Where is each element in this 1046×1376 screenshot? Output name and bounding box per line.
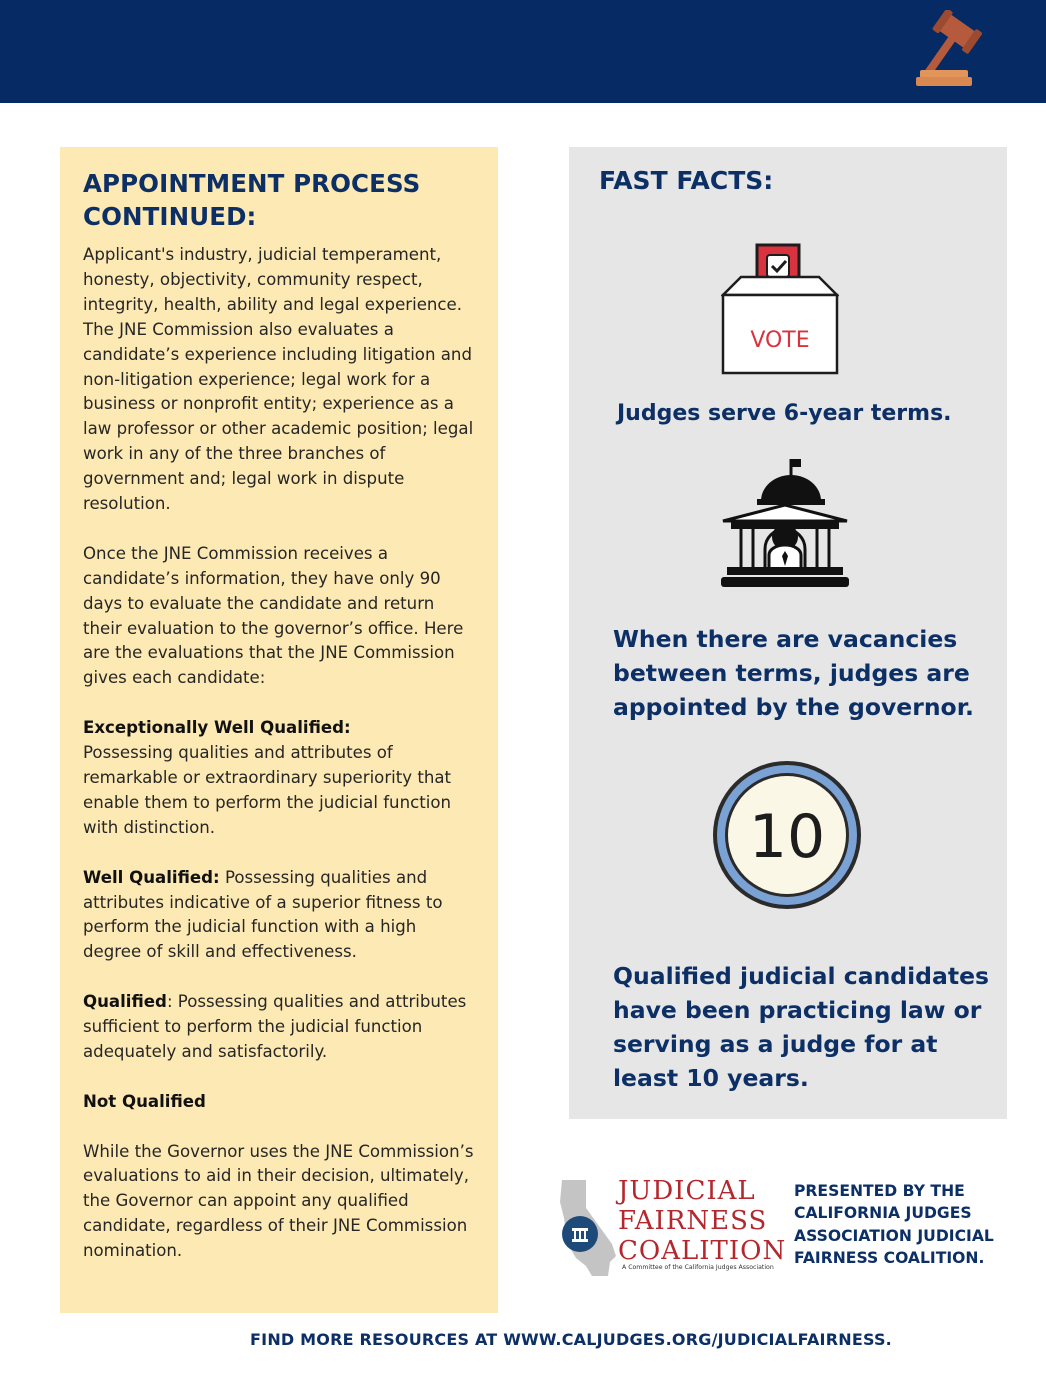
fact-experience: Qualified judicial candidates have been practicing law or serving as a judge for at least 10 years. [613, 962, 990, 1092]
rating-label: Qualified [83, 992, 167, 1012]
courthouse-icon [719, 455, 851, 591]
qualified: Qualified: Possessing qualities and attributes sufficient to perform the judicial function adequately and satisfactorily. [83, 992, 467, 1061]
well-qualified: Well Qualified: Possessing qualities and attributes indicative of a superior fitness to perform the judicial function with a high degree of skill and effectiveness. [83, 867, 443, 962]
gavel-icon [916, 10, 1008, 90]
appointment-title: APPOINTMENT PROCESS CONTINUED: [83, 169, 421, 231]
criteria-paragraph: Applicant's industry, judicial temperament, honesty, objectivity, community respect, integrity, health, ability and legal experience. The JNE Commission also evaluates a candidate’s experience including litigation and non-litigation experience; legal work for a business or nonprofit entity; experience as a law professor or other academic position; legal work in any of the three branches of government and; legal work in dispute resolution. [83, 245, 474, 514]
fast-facts-panel [569, 147, 1007, 1119]
not-qualified [83, 1090, 474, 1115]
logo-subtitle: A Committee of the California Judges Association [622, 1264, 774, 1271]
rating-label: Not Qualified [83, 1091, 206, 1111]
exceptionally-well-qualified: Exceptionally Well Qualified: Possessing qualities and attributes of remarkable or extraordinary superiority that enable them to perform the judicial function with distinction. [83, 718, 452, 837]
logo-line-coalition: COALITION [618, 1236, 787, 1266]
timeline-paragraph: Once the JNE Commission receives a candidate’s information, they have only 90 days to evaluate the candidate and return their evaluation to the governor’s office. Here are the evaluations that the JNE Commission gives each candidate: [83, 543, 464, 688]
rating-label: Exceptionally Well Qualified: [83, 718, 351, 738]
ten-number: 10 [748, 802, 826, 872]
vote-label: VOTE [750, 328, 810, 353]
governor-paragraph: While the Governor uses the JNE Commission’s evaluations to aid in their decision, ultimately, the Governor can appoint any qualified candidate, regardless of their JNE Commission nomination. [83, 1141, 474, 1261]
appointment-process-panel [60, 147, 498, 1313]
fact-vacancies: When there are vacancies between terms, judges are appointed by the governor. [613, 625, 974, 721]
logo-line-fairness: FAIRNESS [618, 1206, 768, 1236]
judicial-fairness-coalition-logo [556, 1174, 787, 1292]
ten-years-badge-icon [709, 757, 865, 913]
rating-label: Well Qualified: [83, 867, 220, 887]
ballot-box-icon [721, 243, 839, 377]
resources-link-text: FIND MORE RESOURCES AT WWW.CALJUDGES.ORG/JUDICIALFAIRNESS. [250, 1330, 892, 1349]
header-bar [0, 0, 1046, 103]
fast-facts-title: FAST FACTS: [599, 166, 774, 195]
presented-by-text: PRESENTED BY THE CALIFORNIA JUDGES ASSOCIATION JUDICIAL FAIRNESS COALITION. [794, 1182, 994, 1268]
california-map-icon [556, 1178, 620, 1278]
logo-line-judicial: JUDICIAL [618, 1176, 756, 1206]
fact-terms: Judges serve 6-year terms. [617, 401, 952, 426]
